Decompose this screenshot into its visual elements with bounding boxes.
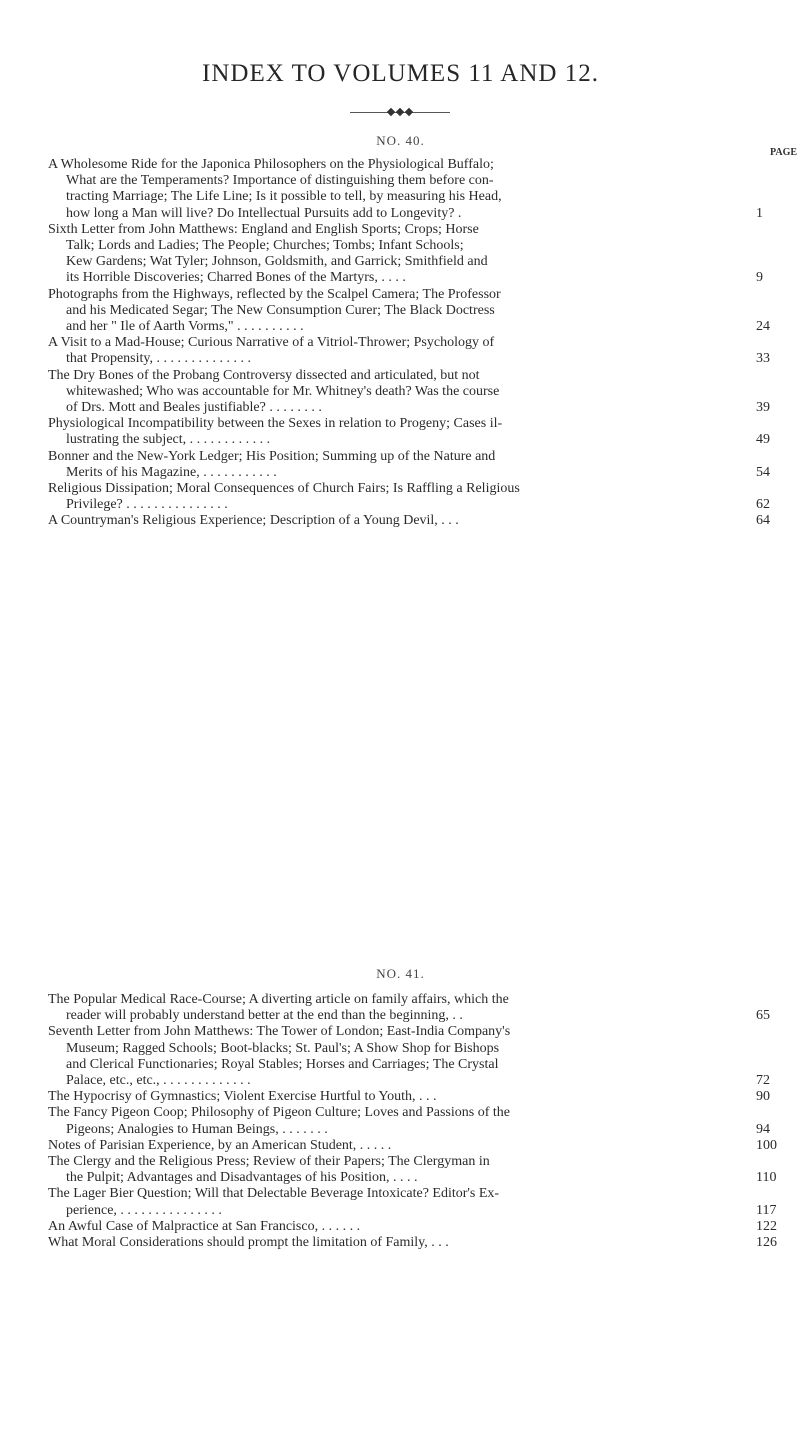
index-entry-line: The Hypocrisy of Gymnastics; Violent Exercise Hurtful to Youth, . . . [48,1089,437,1105]
index-entry-line: Privilege? . . . . . . . . . . . . . . . [66,497,228,513]
index-entry-line: What Moral Considerations should prompt the limitation of Family, . . . [48,1235,449,1250]
index-entry-line: Pigeons; Analogies to Human Beings, . . . . . . . [66,1121,328,1137]
index-entry [48,1186,750,1218]
index-entry [48,481,750,513]
index-entry [48,1024,750,1089]
index-entry [48,1089,750,1105]
page-number: 65 [756,1008,770,1024]
page-number: 64 [756,513,770,529]
index-entry-line: and her " Ile of Aarth Vorms," . . . . . . . . . . [66,319,304,334]
index-entry-line: Palace, etc., etc., . . . . . . . . . . . . . [66,1073,251,1088]
index-entry-line: Merits of his Magazine, . . . . . . . . . . . [66,464,277,480]
index-entry [48,335,750,367]
index-entry-line: Bonner and the New-York Ledger; His Position; Summing up of the Nature and [48,448,496,464]
index-entry-line: Religious Dissipation; Moral Consequences of Church Fairs; Is Raffling a Religious [48,481,520,496]
index-entry-line: Notes of Parisian Experience, by an American Student, . . . . . [48,1137,392,1153]
index-entry-line: The Clergy and the Religious Press; Review of their Papers; The Clergyman in [48,1154,490,1169]
index-entry-line: The Popular Medical Race-Course; A diverting article on family affairs, which the [48,992,509,1007]
index-entry [48,449,750,481]
title-ornament [350,107,450,117]
index-entry [48,1219,750,1235]
page-number: 62 [756,497,770,513]
section-heading-no-41: NO. 41. [376,966,425,981]
index-entry [48,1138,750,1154]
index-entry [48,1154,750,1186]
index-entry [48,157,750,222]
page-number: 33 [756,351,770,367]
index-entry-line: A Visit to a Mad-House; Curious Narrative of a Vitriol-Thrower; Psychology of [48,335,495,351]
index-entry-line: Kew Gardens; Wat Tyler; Johnson, Goldsmith, and Garrick; Smithfield and [66,254,488,270]
page-number: 100 [756,1137,777,1153]
index-entry-line: the Pulpit; Advantages and Disadvantages of his Position, . . . . [66,1170,418,1186]
page-number: 122 [756,1218,777,1234]
page-number: 9 [756,270,763,286]
section-heading-no-40: NO. 40. [376,133,425,148]
index-entry-line: An Awful Case of Malpractice at San Francisco, . . . . . . [48,1218,361,1234]
index-entry-line: of Drs. Mott and Beales justifiable? . . . . . . . . [66,400,322,415]
page-number: 49 [756,432,770,448]
index-entry [48,222,750,287]
index-entry [48,368,750,417]
index-entry-line: perience, . . . . . . . . . . . . . . . [66,1202,222,1218]
index-entry-line: and Clerical Functionaries; Royal Stables; Horses and Carriages; The Crystal [66,1056,499,1072]
index-entry-line: lustrating the subject, . . . . . . . . . . . . [66,432,271,448]
index-entry-line: reader will probably understand better at the end than the beginning, . . [66,1008,463,1024]
index-entry-line: The Dry Bones of the Probang Controversy dissected and articulated, but not [48,367,480,383]
index-entry-line: A Wholesome Ride for the Japonica Philosophers on the Physiological Buffalo; [48,157,494,172]
index-entry-line: its Horrible Discoveries; Charred Bones of the Martyrs, . . . . [66,270,406,286]
index-entry [48,287,750,336]
index-entry-line: tracting Marriage; The Life Line; Is it possible to tell, by measuring his Head, [66,189,502,205]
index-entry [48,1105,750,1137]
index-entry-line: whitewashed; Who was accountable for Mr. Whitney's death? Was the course [66,383,500,399]
page-number: 54 [756,464,770,480]
page-number: 90 [756,1089,770,1105]
index-entry-line: Seventh Letter from John Matthews: The Tower of London; East-India Company's [48,1024,511,1040]
index-entry-line: Photographs from the Highways, reflected by the Scalpel Camera; The Professor [48,286,501,302]
page-number: 94 [756,1121,770,1137]
index-entry-line: Museum; Ragged Schools; Boot-blacks; St. Paul's; A Show Shop for Bishops [66,1040,500,1056]
index-entry-line: A Countryman's Religious Experience; Description of a Young Devil, . . . [48,513,459,529]
page-number: 72 [756,1073,770,1088]
index-entry-line: What are the Temperaments? Importance of distinguishing them before con- [66,173,494,189]
index-entry [48,513,750,529]
page-number: 1 [756,205,763,221]
page-number: 126 [756,1235,777,1250]
index-entry-line: and his Medicated Segar; The New Consumption Curer; The Black Doctress [66,302,495,318]
index-entry-line: Talk; Lords and Ladies; The People; Churches; Tombs; Infant Schools; [66,238,464,253]
page-number: 39 [756,400,770,415]
index-entry-line: that Propensity, . . . . . . . . . . . . . . [66,351,251,367]
page-number: 24 [756,319,770,334]
page-number: 117 [756,1202,777,1218]
index-entry [48,416,750,448]
index-entry-line: how long a Man will live? Do Intellectual Pursuits add to Longevity? . [66,205,462,221]
page-number: 110 [756,1170,777,1186]
page-column-label: PAGE [770,147,798,158]
index-entry-line: The Lager Bier Question; Will that Delectable Beverage Intoxicate? Editor's Ex- [48,1186,500,1202]
index-entry-line: Sixth Letter from John Matthews: England and English Sports; Crops; Horse [48,221,479,237]
page-title: INDEX TO VOLUMES 11 AND 12. [202,60,599,87]
index-entry [48,1235,750,1251]
index-entry-line: Physiological Incompatibility between the Sexes in relation to Progeny; Cases il- [48,416,503,432]
index-entry [48,992,750,1024]
index-entry-line: The Fancy Pigeon Coop; Philosophy of Pigeon Culture; Loves and Passions of the [48,1105,510,1121]
